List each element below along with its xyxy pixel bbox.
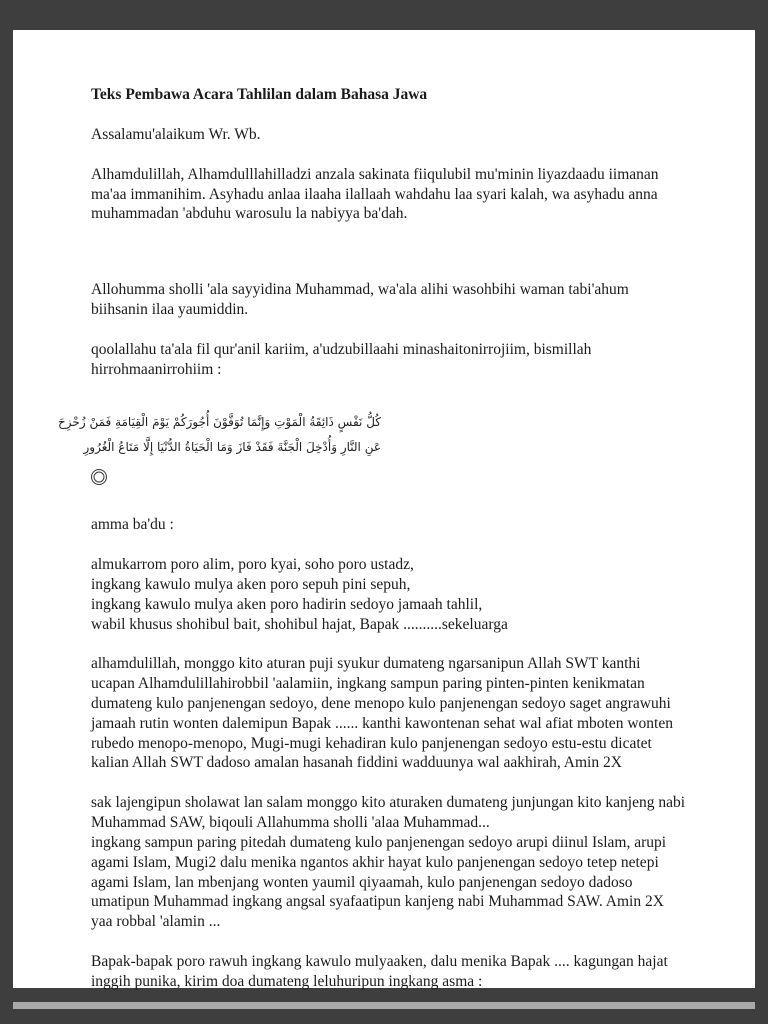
syukur-paragraph: alhamdulillah, monggo kito aturan puji syukur dumateng ngarsanipun Allah SWT kanthi ucapan Alhamdulillahirobbil 'aalamiin, ingkang sampun paring pinten-pinten kenikmatan dumateng kulo panjenengan sedoyo, dene menopo kulo panjenengan sedoyo saget angrawuhi jamaah rutin wonten dalemipun Bapak ...... kanthi kawontenan sehat wal afiat mboten wonten rubedo menopo-menopo, Mugi-mugi kehadiran kulo panjenengan sedoyo estu-estu dicatet kalian Allah SWT dadoso amalan hasanah fiddini wadduunya wal aakhirah, Amin 2X — [91, 655, 673, 772]
opening-hamdalah-paragraph: Alhamdulillah, Alhamdulllahilladzi anzala sakinata fiiqulubil mu'minin liyazdaadu iimanan ma'aa immanihim. Asyhadu anlaa ilaaha ilallaah wahdahu laa syari kalah, wa asyhadu anna muhammadan 'abduhu warosulu la nabiyya ba'dah. — [91, 165, 659, 223]
hajat-announcement-paragraph: Bapak-bapak poro rawuh ingkang kawulo mulyaaken, dalu menika Bapak .... kagungan hajat inggih punika, kirim doa dumateng leluhuripun ingkang asma : — [91, 953, 668, 990]
salutation-line: ingkang kawulo mulya aken poro hadirin sedoyo jamaah tahlil, — [91, 595, 483, 613]
salutation-list — [91, 555, 687, 634]
quran-intro-paragraph: qoolallahu ta'ala fil qur'anil kariim, a'udzubillaahi minashaitonirrojiim, bismillah hirrohmaanirrohiim : — [91, 340, 592, 378]
document-page — [13, 30, 755, 988]
document-title: Teks Pembawa Acara Tahlilan dalam Bahasa Jawa — [91, 86, 428, 103]
sholawat-salam-part-2: ingkang sampun paring pitedah dumateng kulo panjenengan sedoyo arupi diinul Islam, arupi agami Islam, Mugi2 dalu menika ngantos akhir hayat kulo panjenengan sedoyo tetep netepi agami Islam, lan mbenjang wonten yaumil qiyaamah, kulo panjenengan sedoyo dadoso umatipun Muhammad ingkang angsal syafaatipun kanjeng nabi Muhammad SAW. Amin 2X yaa robbal 'alamin ... — [91, 833, 667, 931]
sholawat-paragraph: Allohumma sholli 'ala sayyidina Muhammad, wa'ala alihi wasohbihi waman tabi'ahum biihsanin ilaa yaumiddin. — [91, 281, 629, 319]
arabic-verse-line-1: كُلُّ نَفْسٍ ذَائِقَةُ الْمَوْتِ وَإِنَّمَا تُوَفَّوْنَ أُجُورَكُمْ يَوْمَ الْقِيَامَةِ فَمَنْ زُحْزِحَ — [58, 414, 381, 429]
arabic-verse-line-2: عَنِ النَّارِ وَأُدْخِلَ الْجَنَّةَ فَقَدْ فَازَ وَمَا الْحَيَاةُ الدُّنْيَا إِلَّا مَتَاعُ الْغُرُورِ — [83, 439, 381, 454]
amma-badu-line: amma ba'du : — [91, 516, 174, 534]
sholawat-salam-paragraph — [91, 793, 687, 932]
ayah-marker-row — [91, 464, 381, 489]
next-page-top-edge — [13, 1002, 755, 1009]
salutation-line: almukarrom poro alim, poro kyai, soho poro ustadz, — [91, 556, 414, 574]
quran-verse-block — [58, 410, 381, 490]
sholawat-salam-part-1: sak lajengipun sholawat lan salam monggo kito aturaken dumateng junjungan kito kanjeng nabi Muhammad SAW, biqouli Allahumma sholli 'alaa Muhammad... — [91, 794, 686, 832]
greeting-line: Assalamu'alaikum Wr. Wb. — [91, 126, 261, 143]
ayah-end-ornament-icon — [91, 469, 107, 485]
salutation-line: ingkang kawulo mulya aken poro sepuh pini sepuh, — [91, 575, 411, 593]
salutation-line: wabil khusus shohibul bait, shohibul hajat, Bapak ..........sekeluarga — [91, 615, 508, 633]
